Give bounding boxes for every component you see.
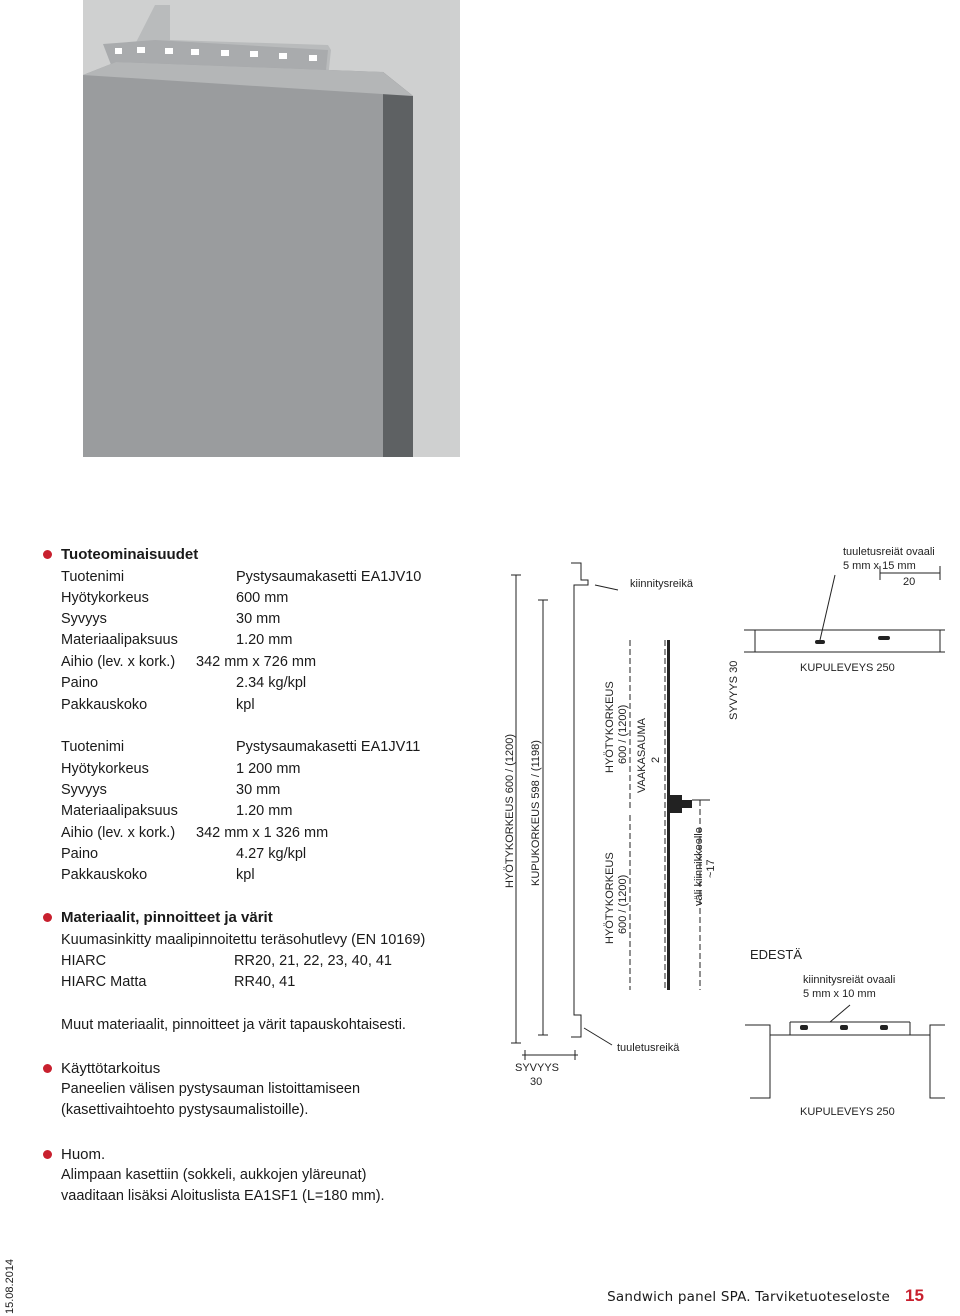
spec-value: 1.20 mm: [236, 632, 293, 648]
spec-key: Materiaalipaksuus: [61, 803, 178, 819]
kiinnitysreika-label: kiinnitysreikä: [630, 578, 693, 590]
spec-key: Pakkauskoko: [61, 697, 148, 713]
materials-note: Muut materiaalit, pinnoitteet ja värit tapauskohtaisesti.: [61, 1017, 406, 1033]
spec-value: 600 mm: [236, 590, 289, 606]
properties-heading: Tuoteominaisuudet: [61, 546, 199, 563]
spec-value: kpl: [236, 867, 255, 883]
spec-value: 4.27 kg/kpl: [236, 846, 307, 862]
coating-name: HIARC: [61, 953, 107, 969]
spec-key: Tuotenimi: [61, 569, 125, 585]
fixing-holes-size: 5 mm x 10 mm: [803, 988, 876, 1000]
spec-value: Pystysaumakasetti EA1JV10: [236, 569, 422, 585]
spec-value: 2.34 kg/kpl: [236, 675, 307, 691]
fixing-holes-title: kiinnitysreiät ovaali: [803, 974, 896, 986]
syvyys-value: 30: [530, 1076, 543, 1088]
materials-heading: Materiaalit, pinnoitteet ja värit: [61, 909, 273, 926]
kupuleveys-top-label: KUPULEVEYS 250: [800, 662, 895, 674]
hyotykorkeus-upper-title: HYÖTYKORKEUS: [604, 681, 616, 773]
spec-key: Pakkauskoko: [61, 867, 148, 883]
spec-key: Paino: [61, 675, 99, 691]
spec-value: 30 mm: [236, 782, 281, 798]
vaakasauma-title: VAAKASAUMA: [636, 718, 648, 793]
hyotykorkeus-upper-value: 600 / (1200): [617, 704, 629, 764]
spec-value: 342 mm x 1 326 mm: [196, 825, 329, 841]
spec-key: Materiaalipaksuus: [61, 632, 178, 648]
syvyys30-label: SYVYYS 30: [728, 660, 740, 720]
syvyys-label: SYVYYS: [515, 1062, 560, 1074]
vent-dimension: 20: [903, 576, 916, 588]
vaakasauma-value: 2: [650, 756, 662, 763]
coating-colors: RR20, 21, 22, 23, 40, 41: [234, 953, 392, 969]
spec-key: Aihio (lev. x kork.): [61, 654, 176, 670]
note-line2: vaaditaan lisäksi Aloituslista EA1SF1 (L=180 mm).: [61, 1188, 385, 1204]
vent-holes-size: 5 mm x 15 mm: [843, 560, 916, 572]
spec-value: kpl: [236, 697, 255, 713]
edesta-label: EDESTÄ: [750, 947, 803, 962]
spec-key: Hyötykorkeus: [61, 590, 149, 606]
usage-line2: (kasettivaihtoehto pystysaumalistoille).: [61, 1102, 309, 1118]
coating-name: HIARC Matta: [61, 974, 147, 990]
spec-value: Pystysaumakasetti EA1JV11: [236, 739, 421, 755]
vali-value: ~17: [705, 859, 717, 878]
kupuleveys-bottom-label: KUPULEVEYS 250: [800, 1106, 895, 1118]
spec-key: Paino: [61, 846, 99, 862]
spec-key: Syvyys: [61, 782, 107, 798]
spec-key: Aihio (lev. x kork.): [61, 825, 176, 841]
vent-holes-title: tuuletusreiät ovaali: [843, 546, 935, 558]
spec-value: 342 mm x 726 mm: [196, 654, 317, 670]
footer-brand: Sandwich panel SPA. Tarviketuoteseloste: [607, 1289, 890, 1305]
spec-key: Hyötykorkeus: [61, 761, 149, 777]
hyotykorkeus-lower-value: 600 / (1200): [617, 874, 629, 934]
usage-heading: Käyttötarkoitus: [61, 1060, 161, 1077]
note-line1: Alimpaan kasettiin (sokkeli, aukkojen yläreunat): [61, 1167, 367, 1183]
tuuletusreika-label: tuuletusreikä: [617, 1042, 680, 1054]
usage-line1: Paneelien välisen pystysauman listoittamiseen: [61, 1081, 361, 1097]
coating-colors: RR40, 41: [234, 974, 296, 990]
footer-date: 15.08.2014: [4, 1258, 16, 1314]
spec-key: Syvyys: [61, 611, 107, 627]
materials-description: Kuumasinkitty maalipinnoitettu teräsohutlevy (EN 10169): [61, 932, 426, 948]
note-heading: Huom.: [61, 1146, 106, 1163]
kupukorkeus-label: KUPUKORKEUS 598 / (1198): [530, 740, 542, 886]
hyotykorkeus-lower-title: HYÖTYKORKEUS: [604, 852, 616, 944]
spec-key: Tuotenimi: [61, 739, 125, 755]
spec-value: 30 mm: [236, 611, 281, 627]
spec-value: 1.20 mm: [236, 803, 293, 819]
spec-value: 1 200 mm: [236, 761, 301, 777]
vali-title: väli kiinnikkeelle: [693, 827, 705, 906]
hyotykorkeus-left-label: HYÖTYKORKEUS 600 / (1200): [504, 733, 516, 888]
page-number: 15: [905, 1286, 924, 1305]
